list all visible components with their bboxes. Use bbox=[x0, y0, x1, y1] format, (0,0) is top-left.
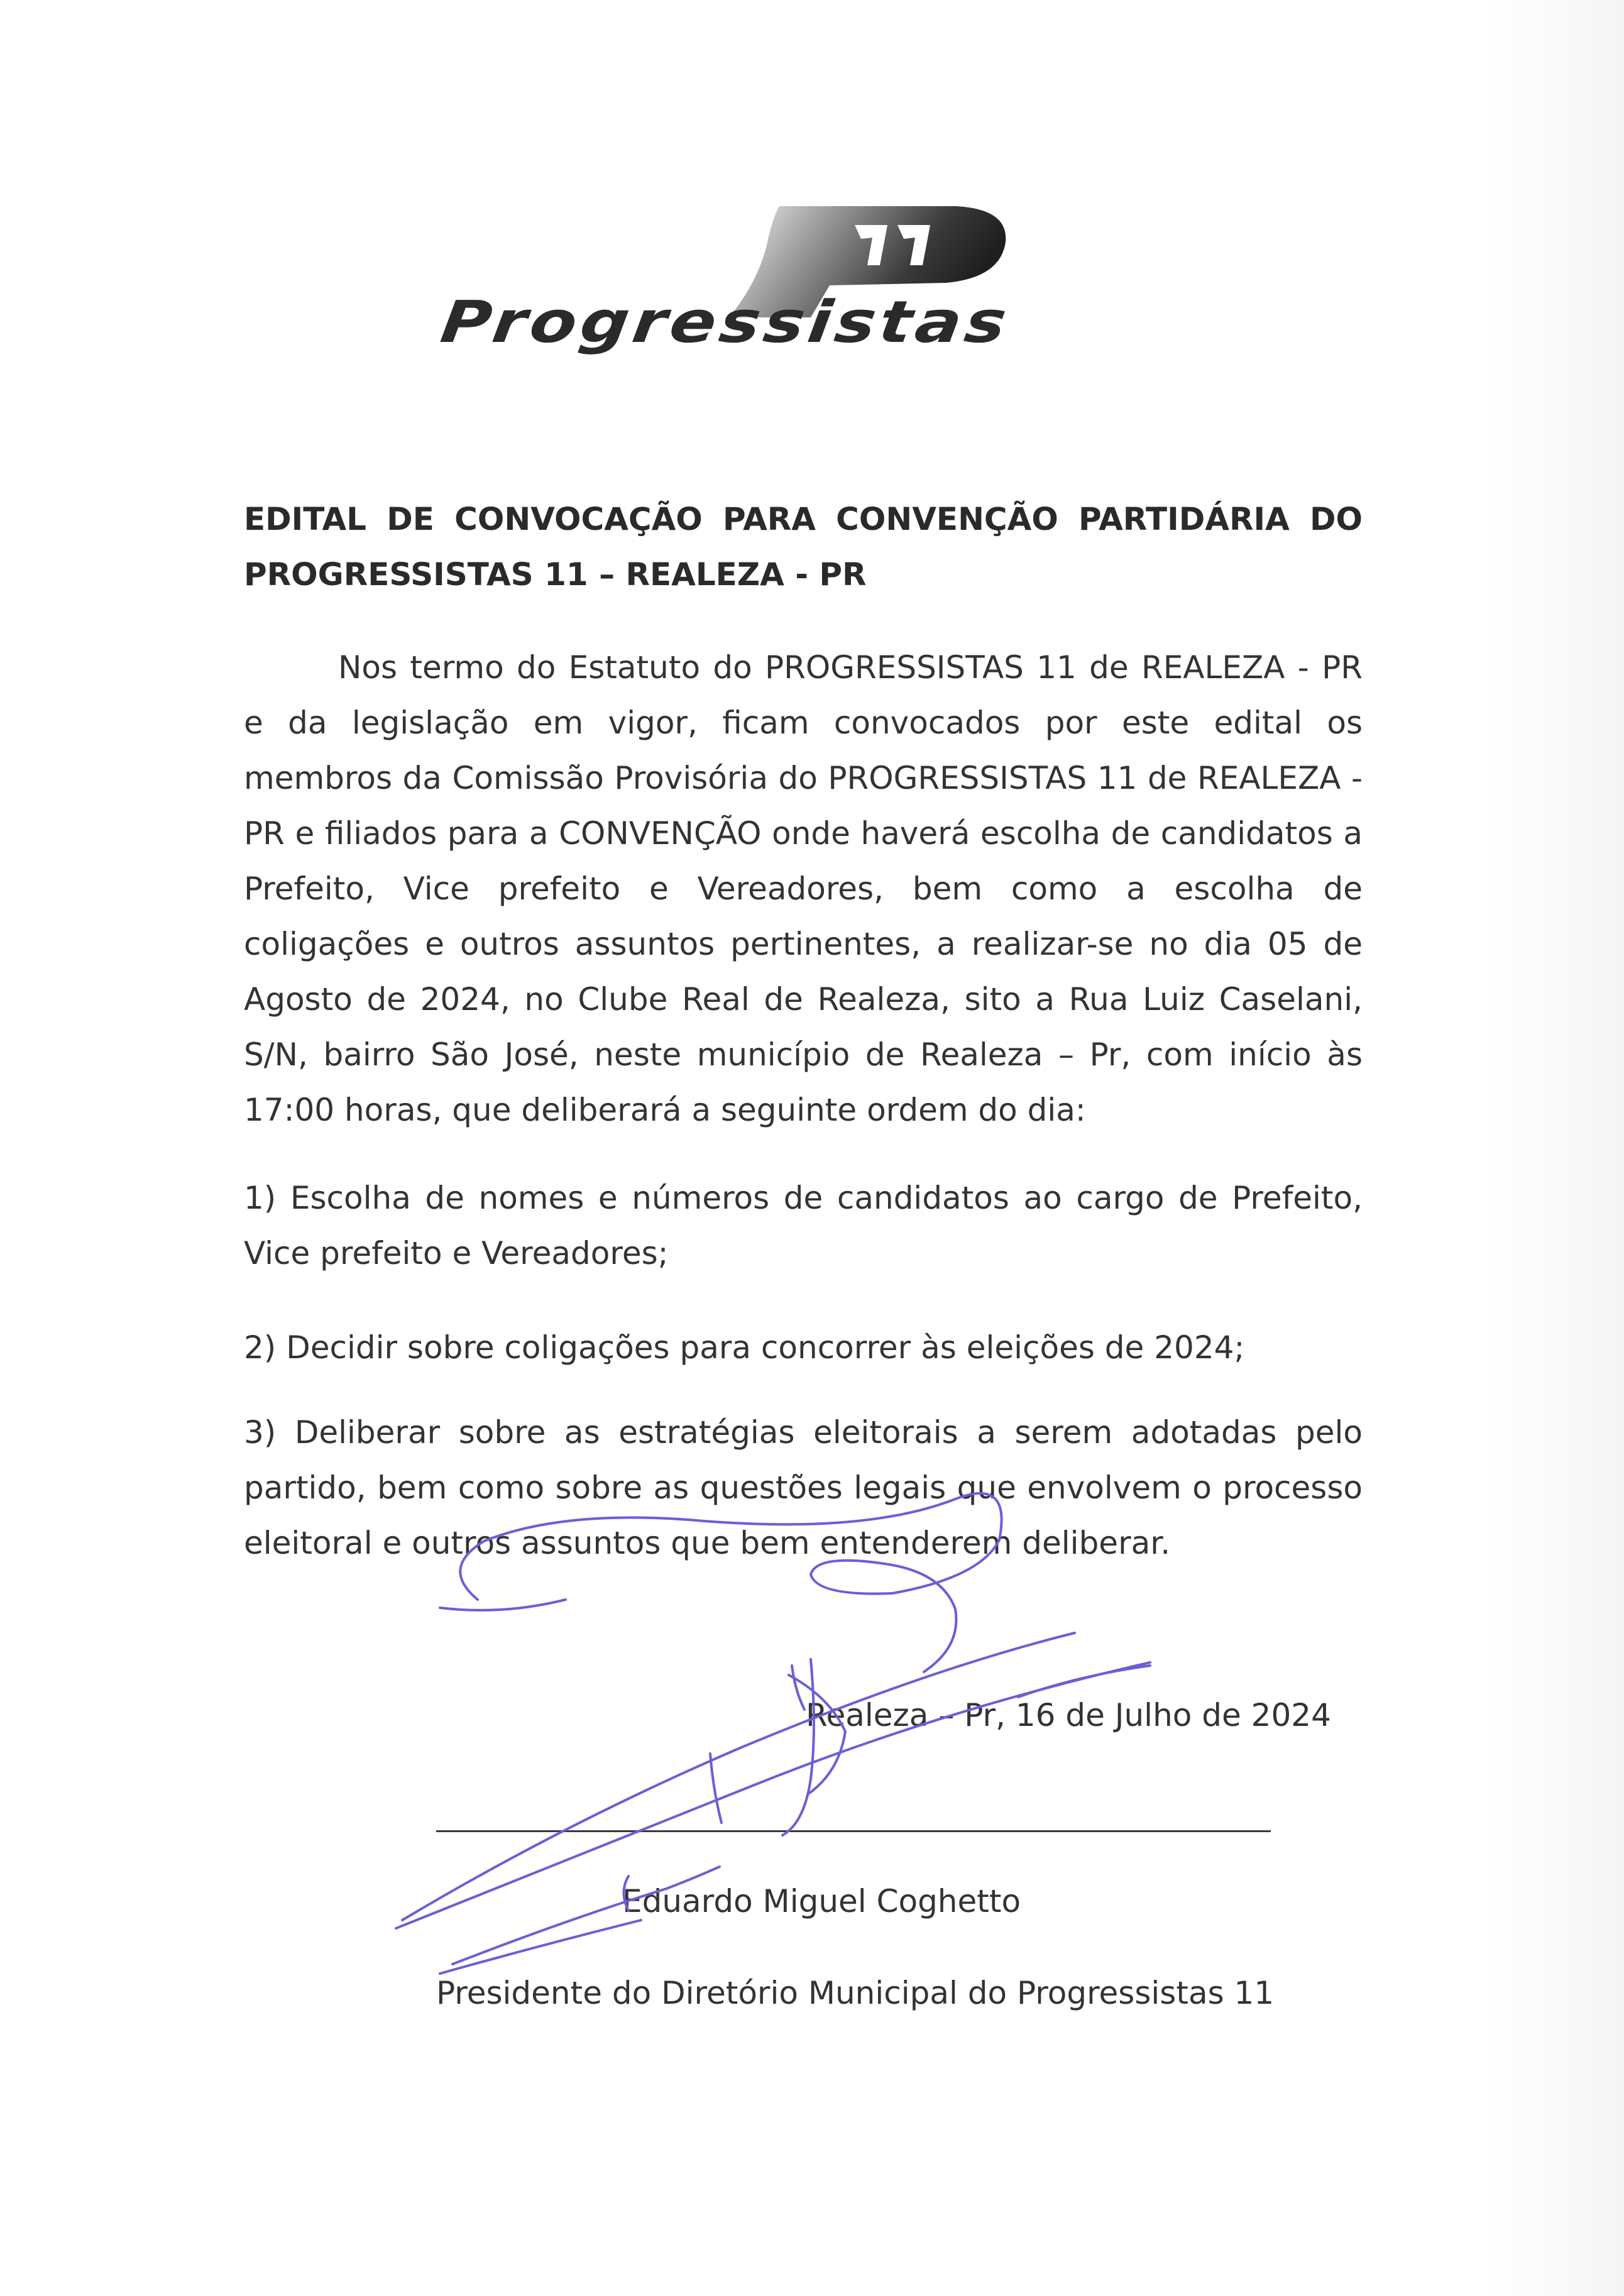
agenda-item-3: 3) Deliberar sobre as estratégias eleitorais a serem adotadas pelo partido, bem como sobre as questões legais que envolvem o processo eleitoral e outros assuntos que bem entenderem deliberar. bbox=[244, 1414, 1363, 1561]
title-line-2: PROGRESSISTAS 11 – REALEZA - PR bbox=[244, 556, 867, 593]
signer-name: Eduardo Miguel Coghetto bbox=[622, 1883, 1021, 1920]
title-line-1: EDITAL DE CONVOCAÇÃO PARA CONVENÇÃO PARTIDÁRIA DO bbox=[244, 501, 1363, 537]
party-logo bbox=[437, 189, 1232, 377]
place-date: Realeza – Pr, 16 de Julho de 2024 bbox=[806, 1697, 1331, 1733]
logo-wordmark: Progressistas bbox=[437, 289, 1014, 356]
page-edge-shadow bbox=[1486, 0, 1624, 2296]
signer-role: Presidente do Diretório Municipal do Progressistas 11 bbox=[436, 1975, 1275, 2011]
agenda-item-2: 2) Decidir sobre coligações para concorrer às eleições de 2024; bbox=[244, 1329, 1245, 1366]
agenda-item-1: 1) Escolha de nomes e números de candidatos ao cargo de Prefeito, Vice prefeito e Vereadores; bbox=[244, 1180, 1363, 1272]
document-title bbox=[244, 492, 1363, 602]
convocation-paragraph: Nos termo do Estatuto do PROGRESSISTAS 11 de REALEZA - PR e da legislação em vigor, ficam convocados por este edital os membros da Comissão Provisória do PROGRESSISTAS 11 de REALEZA - PR e filiados para a CONVENÇÃO onde haverá escolha de candidatos a Prefeito, Vice prefeito e Vereadores, bem como a escolha de coligações e outros assuntos pertinentes, a realizar-se no dia 05 de Agosto de 2024, no Clube Real de Realeza, sito a Rua Luiz Caselani, S/N, bairro São José, neste município de Realeza – Pr, com início às 17:00 horas, que deliberará a seguinte ordem do dia: bbox=[244, 649, 1363, 1128]
signature-line bbox=[436, 1830, 1271, 1832]
